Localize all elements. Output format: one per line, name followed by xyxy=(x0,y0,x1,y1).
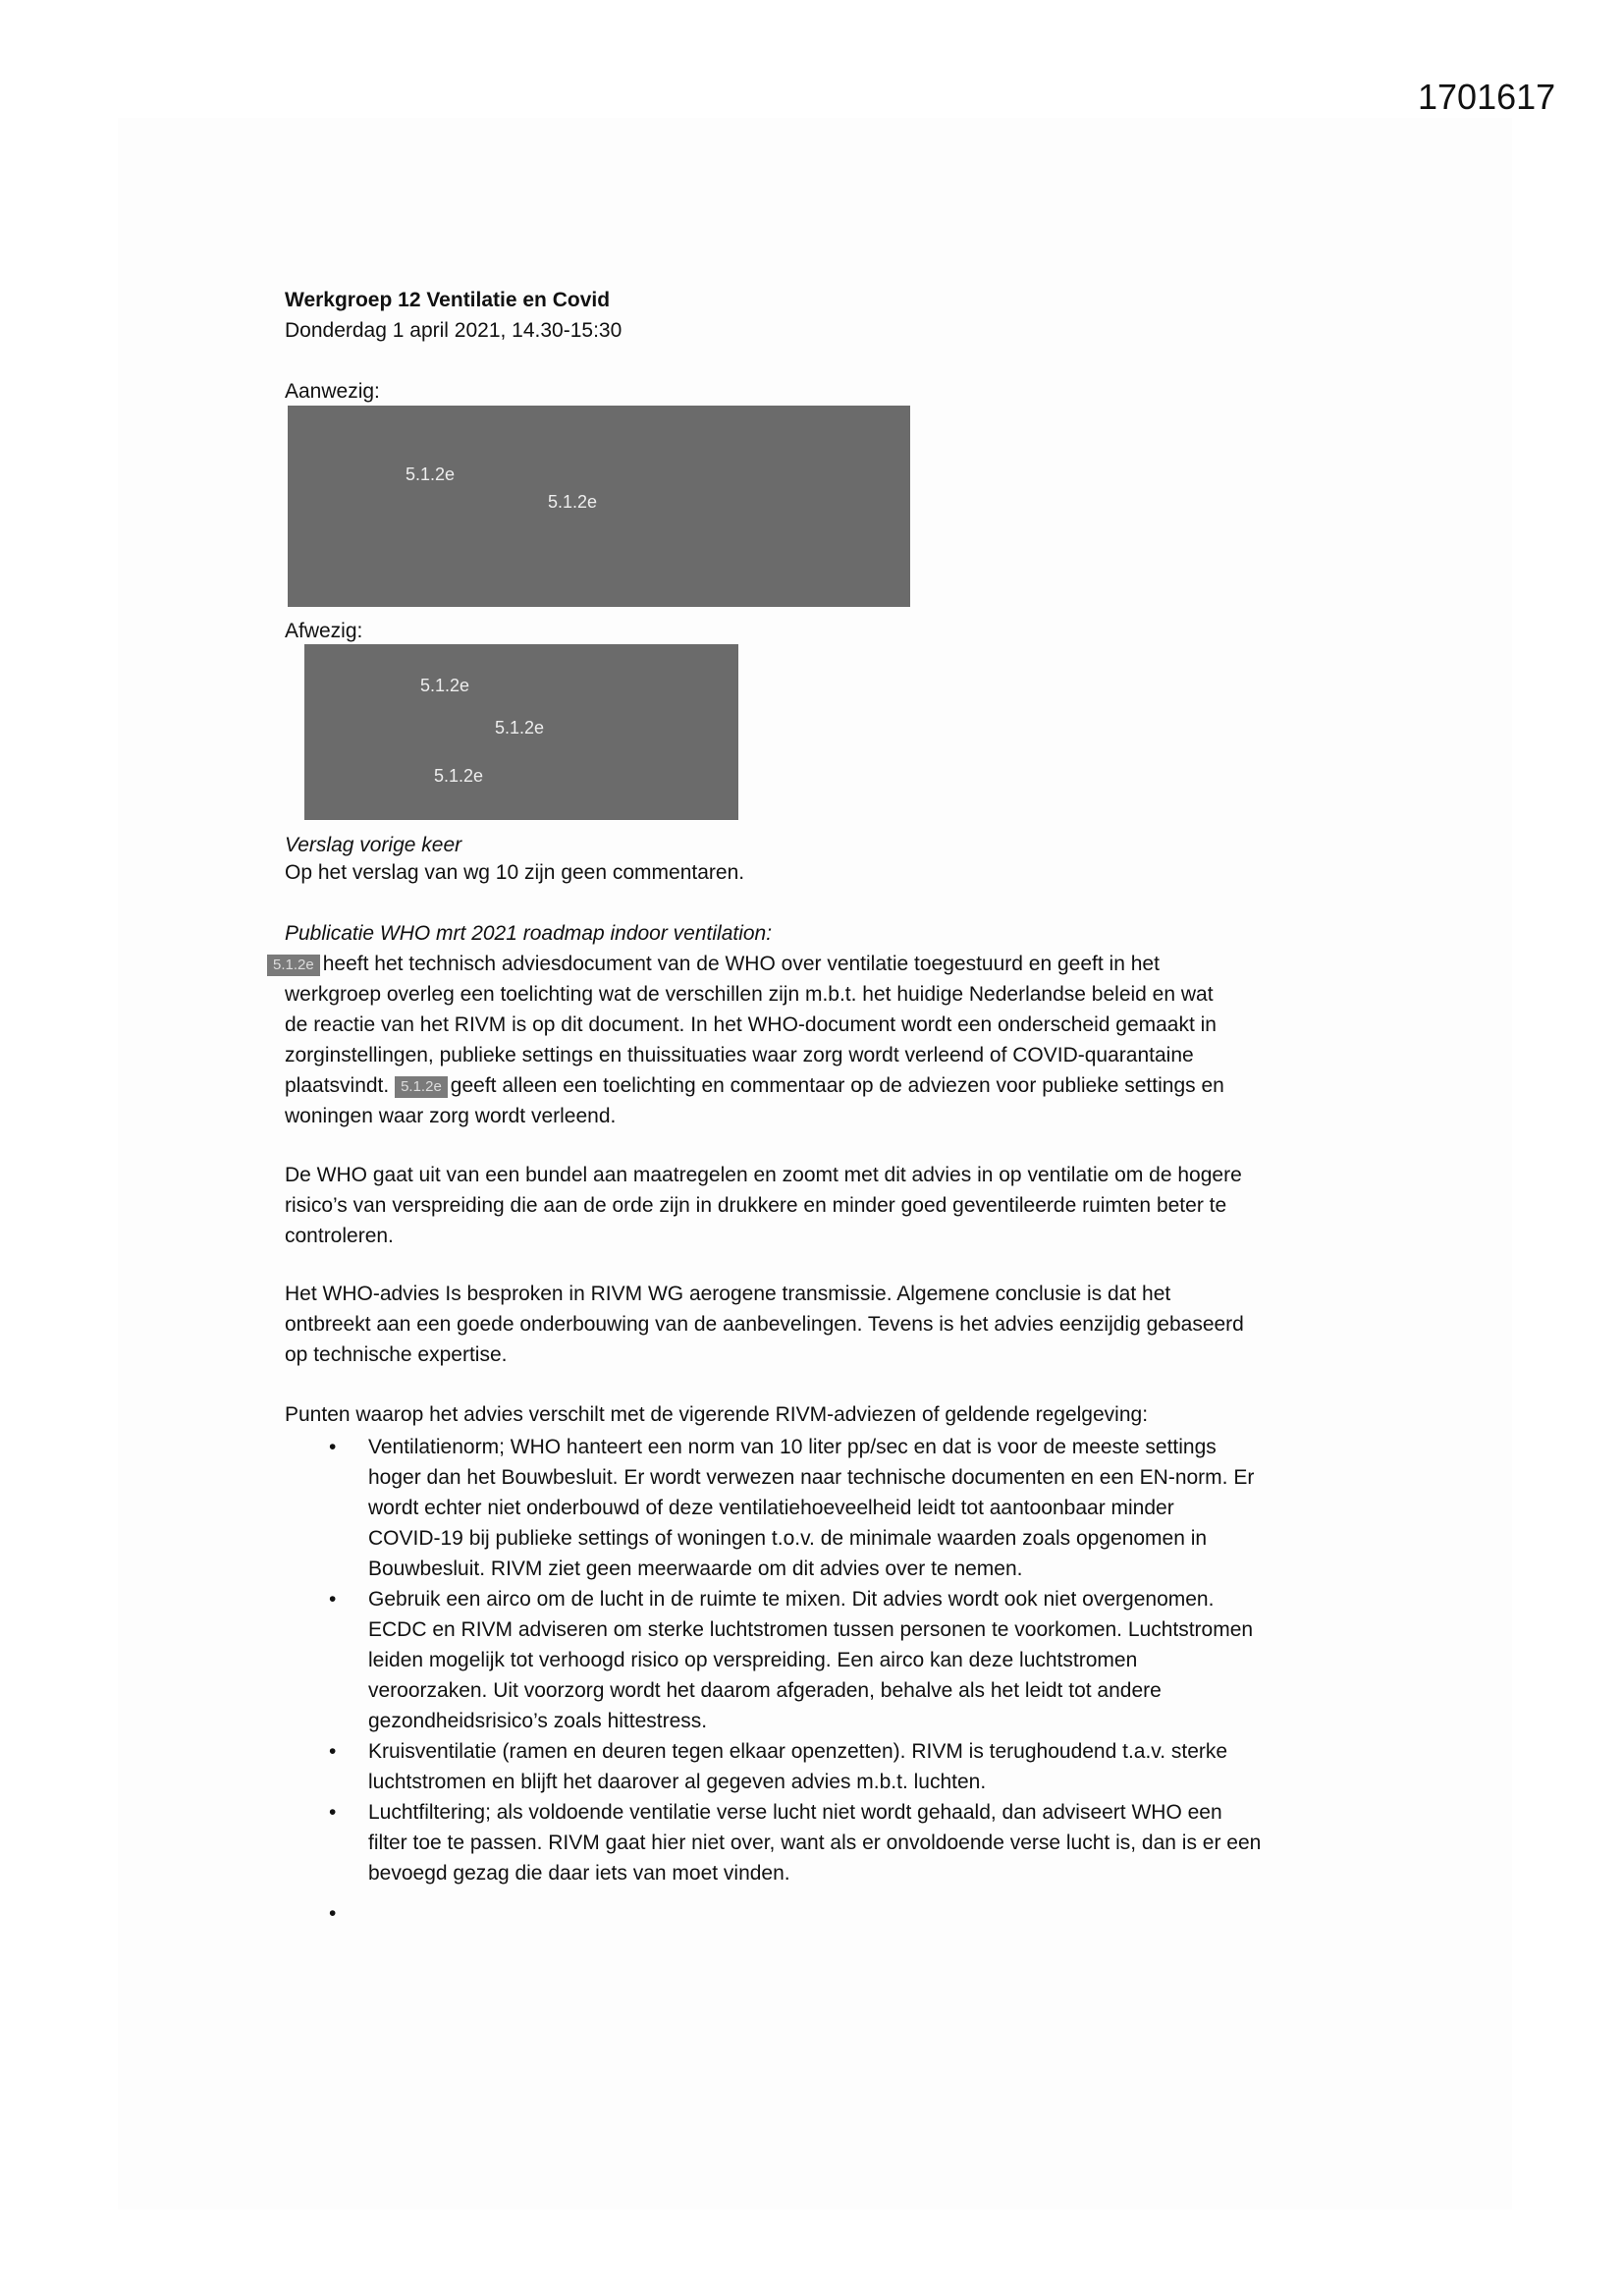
who-heading: Publicatie WHO mrt 2021 roadmap indoor ventilation: xyxy=(285,922,773,945)
redaction-code: 5.1.2e xyxy=(548,492,598,512)
list-item: • Kruisventilatie (ramen en deuren tegen elkaar openzetten). RIVM is terughoudend t.a.v. sterke luchtstromen en blijft het daarover al gegeven advies m.b.t. luchten. xyxy=(285,1736,1261,1797)
document-title: Werkgroep 12 Ventilatie en Covid xyxy=(285,289,611,311)
text-line: risico’s van verspreiding die aan de orde zijn in drukkere en minder goed geventileerde ruimten beter te xyxy=(285,1194,1227,1217)
redaction-code: 5.1.2e xyxy=(434,766,484,786)
text-line: de reactie van het RIVM is op dit document. In het WHO-document wordt een onderscheid gemaakt in xyxy=(285,1013,1217,1036)
redaction-code: 5.1.2e xyxy=(495,718,545,738)
text-line: werkgroep overleg een toelichting wat de verschillen zijn m.b.t. het huidige Nederlandse beleid en wat xyxy=(285,983,1214,1006)
bullet-icon: • xyxy=(329,1801,337,1824)
list-item: • Ventilatienorm; WHO hanteert een norm van 10 liter pp/sec en dat is voor de meeste settings hoger dan het Bouwbesluit. Er wordt verwezen naar technische documenten en een EN-norm. Er wordt echter niet onderbouwd of deze ventilatiehoeveelheid leidt tot aantoonbaar minder COVID-19 bij publieke settings of woningen t.o.v. de minimale waarden zoals opgenomen in Bouwbesluit. RIVM ziet geen meerwaarde om dit advies over te nemen. xyxy=(285,1432,1261,1584)
document-number: 1701617 xyxy=(1418,77,1556,117)
bullet-icon: • xyxy=(329,1740,337,1763)
list-item: • Gebruik een airco om de lucht in de ruimte te mixen. Dit advies wordt ook niet overgenomen. ECDC en RIVM adviseren om sterke luchtstromen tussen personen te voorkomen. Luchtstromen leiden mogelijk tot verhoogd risico op verspreiding. Een airco kan deze luchtstromen veroorzaken. Uit voorzorg wordt het daarom afgeraden, behalve als het leidt tot andere gezondheidsrisico’s zoals hittestress. xyxy=(285,1584,1261,1736)
who-paragraph-3 xyxy=(285,1279,1244,1370)
bullet-icon: • xyxy=(329,1436,337,1458)
text-line: op technische expertise. xyxy=(285,1343,508,1366)
present-label: Aanwezig: xyxy=(285,380,380,403)
inline-redaction: 5.1.2e xyxy=(395,1076,448,1098)
who-paragraph-1 xyxy=(267,949,1224,1131)
points-list xyxy=(285,1432,1261,1929)
text-line: ontbreekt aan een goede onderbouwing van de aanbevelingen. Tevens is het advies eenzijdig gebaseerd xyxy=(285,1313,1244,1336)
text-line: controleren. xyxy=(285,1225,394,1247)
previous-text: Op het verslag van wg 10 zijn geen commentaren. xyxy=(285,861,745,884)
text-line: De WHO gaat uit van een bundel aan maatregelen en zoomt met dit advies in op ventilatie om de hogere xyxy=(285,1164,1242,1186)
bullet-icon: • xyxy=(329,1902,337,1925)
text-line: woningen waar zorg wordt verleend. xyxy=(285,1105,617,1127)
meeting-date: Donderdag 1 april 2021, 14.30-15:30 xyxy=(285,319,623,342)
redaction-code: 5.1.2e xyxy=(406,465,456,484)
bullet-icon: • xyxy=(329,1588,337,1611)
list-item-empty xyxy=(285,1898,1261,1929)
text-line: plaatsvindt. xyxy=(285,1074,390,1097)
present-redaction-box xyxy=(288,406,910,607)
list-item: • Luchtfiltering; als voldoende ventilatie verse lucht niet wordt gehaald, dan adviseert WHO een filter toe te passen. RIVM gaat hier niet over, want als er onvoldoende verse lucht is, dan is er een bevoegd gezag die daar iets van moet vinden. xyxy=(285,1797,1261,1888)
absent-label: Afwezig: xyxy=(285,620,363,642)
who-paragraph-2 xyxy=(285,1160,1242,1251)
text-line: heeft het technisch adviesdocument van de WHO over ventilatie toegestuurd en geeft in het xyxy=(322,953,1160,975)
inline-redaction: 5.1.2e xyxy=(267,955,320,976)
absent-redaction-box xyxy=(304,644,738,820)
text-line: Het WHO-advies Is besproken in RIVM WG aerogene transmissie. Algemene conclusie is dat het xyxy=(285,1283,1171,1305)
text-line: geeft alleen een toelichting en commentaar op de adviezen voor publieke settings en xyxy=(450,1074,1224,1097)
text-line: zorginstellingen, publieke settings en thuissituaties waar zorg wordt verleend of COVID-quarantaine xyxy=(285,1044,1194,1066)
points-intro: Punten waarop het advies verschilt met de vigerende RIVM-adviezen of geldende regelgeving: xyxy=(285,1403,1149,1426)
previous-heading: Verslag vorige keer xyxy=(285,834,462,856)
redaction-code: 5.1.2e xyxy=(420,676,470,695)
